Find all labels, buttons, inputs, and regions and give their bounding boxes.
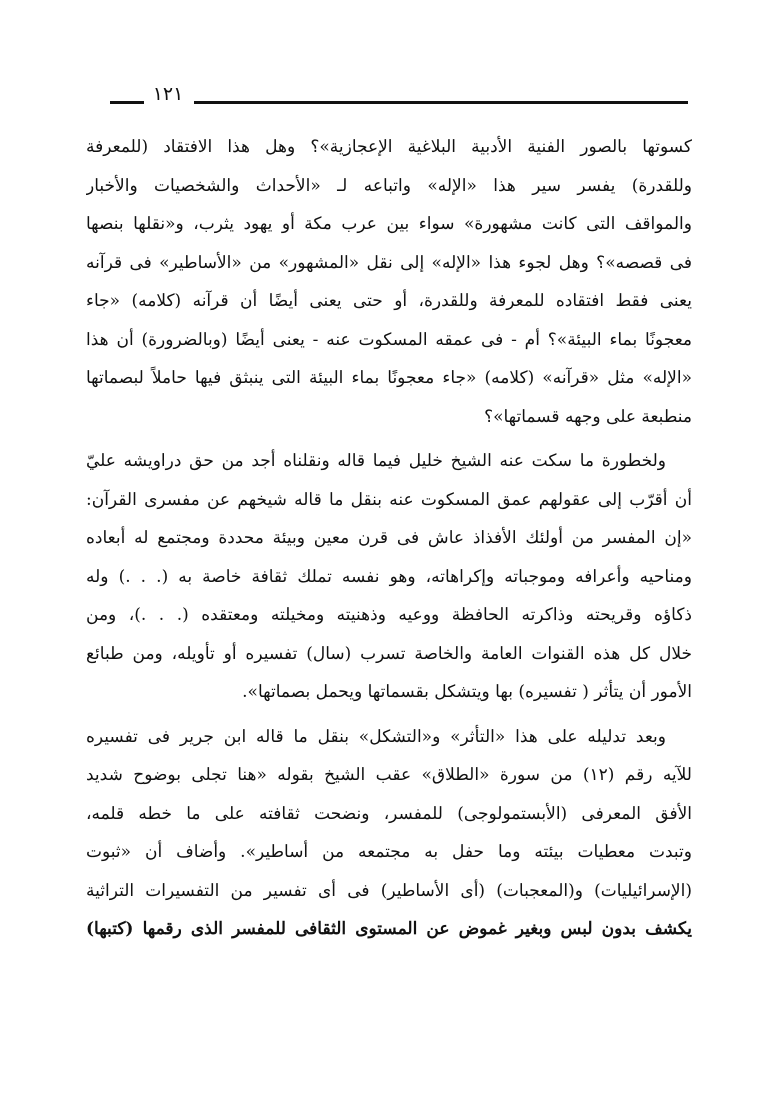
text-line: وبعد تدليله على هذا «التأثر» و«التشكل» بنقل ما قاله ابن جرير فى تفسيره	[86, 726, 666, 747]
paragraph	[86, 442, 692, 712]
text-line: أن أقرّب إلى عقولهم عمق المسكوت عنه بنقل ما قاله شيخهم عن مفسرى القرآن:	[86, 489, 692, 510]
text-line: الأفق المعرفى (الأبستمولوجى) للمفسر، ونضحت ثقافته على ما خطه قلمه،	[86, 803, 692, 824]
text-line: والمواقف التى كانت مشهورة» سواء بين عرب مكة أو يهود يثرب، و«نقلها بنصها	[86, 214, 692, 234]
quote-line: خلال كل هذه القنوات العامة والخاصة تسرب (سال) تفسيره أو تأويله، ومن طبائع	[86, 643, 692, 664]
text-line: (الإسرائيليات) و(المعجبات) (أى الأساطير) فى أى تفسير من التفسيرات التراثية	[86, 880, 692, 901]
text-line: منطبعة على وجهه قسماتها»؟	[484, 406, 692, 427]
paragraph	[86, 128, 692, 436]
body-text	[86, 128, 692, 949]
text-line: فى قصصه»؟ وهل لجوء هذا «الإله» إلى نقل «المشهور» من «الأساطير» فى قرآنه	[86, 252, 692, 273]
quote-line: «إن المفسر من أولئك الأفذاذ عاش فى قرن معين وبيئة محددة ومجتمع له أبعاده	[86, 528, 692, 548]
text-line: ولخطورة ما سكت عنه الشيخ خليل فيما قاله ونقلناه أجد من حق دراويشه عليّ	[86, 451, 666, 471]
header-rule-long	[194, 101, 688, 104]
text-line: وتبدت معطيات بيئته وما حفل به مجتمعه من أساطير». وأضاف أن «ثبوت	[86, 842, 692, 862]
text-line: للآيه رقم (١٢) من سورة «الطلاق» عقب الشيخ بقوله «هنا تجلى بوضوح شديد	[86, 765, 692, 785]
quote-line: الأمور أن يتأثر ( تفسيره) بها ويتشكل بقسماتها ويحمل بصماتها».	[242, 682, 692, 702]
page-number: ١٢١	[152, 83, 184, 105]
text-line: يعنى فقط افتقاده للمعرفة وللقدرة، أو حتى يعنى أيضًا أن قرآنه (كلامه) «جاء	[86, 291, 692, 311]
paragraph	[86, 718, 692, 949]
header-rule-short	[110, 101, 144, 104]
text-line: وللقدرة) يفسر سير هذا «الإله» واتباعه لـ «الأحداث والشخصيات والأخبار	[86, 175, 692, 196]
page-header	[110, 84, 688, 108]
quote-line: ذكاؤه وقريحته وذاكرته الحافظة ووعيه وذهنيته ومخيلته ومعتقده (. . .)، ومن	[86, 605, 692, 625]
quote-line: ومناحيه وأعرافه وموجباته وإكراهاته، وهو نفسه تملك ثقافة خاصة به (. . .) وله	[86, 566, 692, 587]
text-line: «الإله» مثل «قرآنه» (كلامه) «جاء معجونًا بماء البيئة التى ينبثق فيها حاملاً لبصماتها	[86, 368, 692, 388]
bold-text-line: يكشف بدون لبس وبغير غموض عن المستوى الثقافى للمفسر الذى رقمها (كتبها)	[86, 919, 692, 939]
text-line: معجونًا بماء البيئة»؟ أم - فى عمقه المسكوت عنه - يعنى أيضًا (وبالضرورة) أن هذا	[86, 329, 692, 350]
text-line: كسوتها بالصور الفنية الأدبية البلاغية الإعجازية»؟ وهل هذا الافتقاد (للمعرفة	[86, 137, 692, 157]
